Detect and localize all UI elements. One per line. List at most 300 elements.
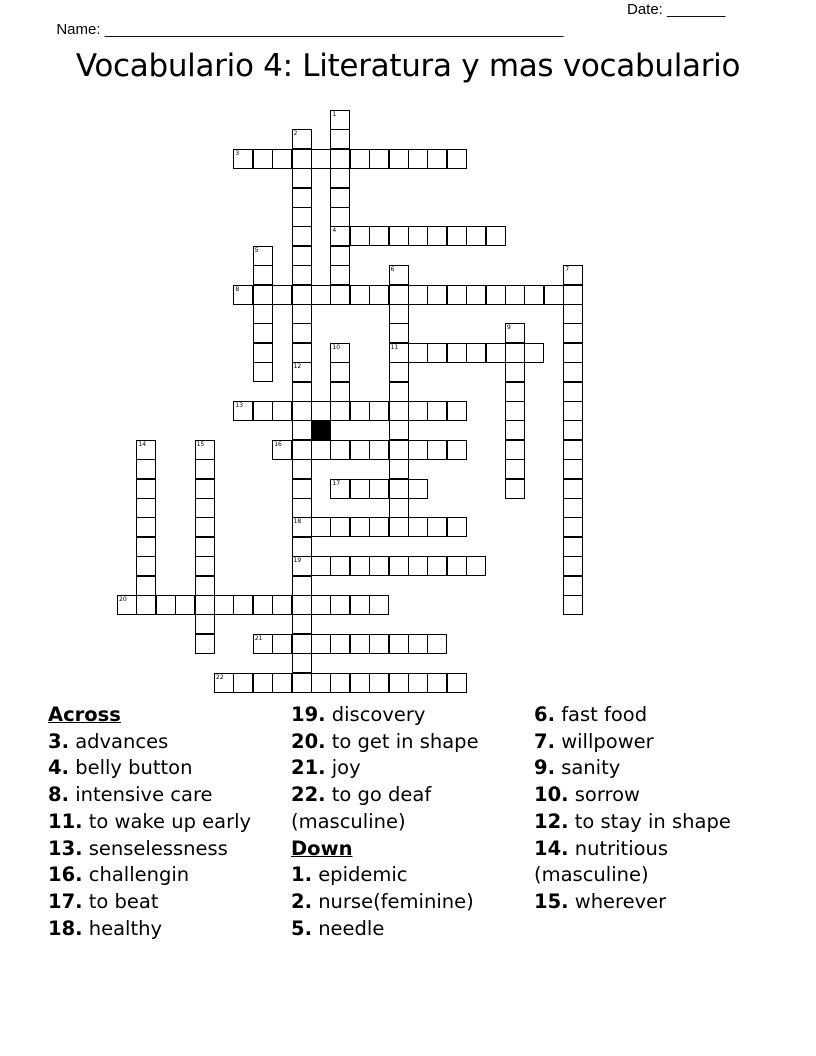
- grid-cell[interactable]: [389, 420, 409, 440]
- clue-column-2: [291, 702, 531, 942]
- grid-cell[interactable]: [253, 323, 273, 343]
- grid-cell[interactable]: [233, 673, 253, 693]
- grid-cell[interactable]: [389, 479, 409, 499]
- grid-cell[interactable]: [389, 304, 409, 324]
- grid-cell[interactable]: [136, 517, 156, 537]
- down-clue: [291, 889, 531, 916]
- grid-cell[interactable]: [330, 285, 350, 305]
- grid-cell[interactable]: [292, 168, 312, 188]
- grid-cell[interactable]: [253, 246, 273, 266]
- grid-cell[interactable]: [272, 401, 292, 421]
- grid-cell[interactable]: [292, 576, 312, 596]
- clue-text: intensive care: [75, 783, 213, 807]
- grid-cell[interactable]: [330, 401, 350, 421]
- grid-cell[interactable]: [292, 304, 312, 324]
- clue-number: 17.: [48, 889, 83, 913]
- grid-cell[interactable]: [330, 634, 350, 654]
- clue-number: 5.: [291, 916, 312, 940]
- clue-text: to stay in shape: [574, 809, 731, 833]
- grid-cell[interactable]: [195, 459, 215, 479]
- grid-cell[interactable]: [389, 440, 409, 460]
- grid-cell[interactable]: [350, 479, 370, 499]
- grid-cell[interactable]: [389, 226, 409, 246]
- page-title: Vocabulario 4: Literatura y mas vocabulario: [75, 48, 741, 84]
- grid-cell[interactable]: [330, 595, 350, 615]
- date-field[interactable]: Date: _______: [627, 1, 726, 18]
- grid-cell[interactable]: [272, 673, 292, 693]
- clue-number: 6: [390, 266, 395, 274]
- grid-cell[interactable]: [233, 285, 253, 305]
- grid-cell[interactable]: [505, 420, 525, 440]
- clue-number: 10.: [534, 783, 569, 807]
- grid-cell[interactable]: [563, 459, 583, 479]
- grid-cell[interactable]: [447, 517, 467, 537]
- clue-number: 2: [293, 130, 298, 138]
- grid-cell[interactable]: [292, 459, 312, 479]
- clue-number: 10: [332, 343, 341, 351]
- grid-cell[interactable]: [330, 246, 350, 266]
- grid-cell[interactable]: [253, 401, 273, 421]
- down-clue: [534, 729, 774, 756]
- grid-cell[interactable]: [389, 362, 409, 382]
- grid-cell[interactable]: [233, 595, 253, 615]
- clue-text: epidemic: [318, 863, 408, 887]
- grid-cell[interactable]: [408, 343, 428, 363]
- grid-cell[interactable]: [369, 479, 389, 499]
- across-clue: [291, 782, 531, 835]
- grid-cell[interactable]: [311, 634, 331, 654]
- grid-cell[interactable]: [292, 323, 312, 343]
- grid-cell[interactable]: [408, 226, 428, 246]
- clue-number: 11: [390, 343, 399, 351]
- across-clue: [48, 916, 288, 943]
- grid-cell[interactable]: [195, 517, 215, 537]
- clue-column-1: [48, 702, 288, 942]
- grid-cell[interactable]: [563, 343, 583, 363]
- grid-cell[interactable]: [389, 673, 409, 693]
- grid-cell[interactable]: [292, 595, 312, 615]
- grid-cell[interactable]: [447, 401, 467, 421]
- grid-cell[interactable]: [195, 498, 215, 518]
- clue-number: 8.: [48, 783, 69, 807]
- clue-number: 1.: [291, 863, 312, 887]
- grid-cell[interactable]: [292, 440, 312, 460]
- clue-text: needle: [318, 916, 385, 940]
- across-heading: Across: [48, 703, 121, 726]
- grid-cell[interactable]: [563, 362, 583, 382]
- grid-cell[interactable]: [563, 576, 583, 596]
- grid-cell[interactable]: [330, 382, 350, 402]
- grid-cell[interactable]: [292, 634, 312, 654]
- grid-cell[interactable]: [136, 595, 156, 615]
- grid-cell[interactable]: [408, 634, 428, 654]
- grid-cell[interactable]: [253, 265, 273, 285]
- grid-cell[interactable]: [427, 343, 447, 363]
- grid-cell[interactable]: [466, 343, 486, 363]
- grid-cell[interactable]: [408, 285, 428, 305]
- grid-cell[interactable]: [330, 207, 350, 227]
- clue-number: 12: [293, 363, 302, 371]
- clue-number: 21: [254, 634, 263, 642]
- grid-cell[interactable]: [427, 556, 447, 576]
- black-cell: [311, 420, 331, 440]
- grid-cell[interactable]: [195, 576, 215, 596]
- across-clue: [291, 702, 531, 729]
- clue-text: to beat: [88, 889, 159, 913]
- grid-cell[interactable]: [253, 285, 273, 305]
- clue-number: 9.: [534, 756, 555, 780]
- grid-cell[interactable]: [195, 614, 215, 634]
- grid-cell[interactable]: [505, 285, 525, 305]
- grid-cell[interactable]: [136, 556, 156, 576]
- grid-cell[interactable]: [427, 285, 447, 305]
- grid-cell[interactable]: [389, 343, 409, 363]
- grid-cell[interactable]: [330, 188, 350, 208]
- grid-cell[interactable]: [330, 168, 350, 188]
- clue-number: 16: [274, 440, 282, 448]
- grid-cell[interactable]: [524, 285, 544, 305]
- clue-number: 13: [235, 402, 244, 409]
- down-clue: [291, 862, 531, 889]
- grid-cell[interactable]: [292, 653, 312, 673]
- grid-cell[interactable]: [389, 401, 409, 421]
- grid-cell[interactable]: [195, 440, 215, 460]
- grid-cell[interactable]: [563, 323, 583, 343]
- grid-cell[interactable]: [156, 595, 176, 615]
- grid-cell[interactable]: [524, 343, 544, 363]
- clue-number: 1: [332, 111, 337, 118]
- clue-number: 20.: [291, 729, 326, 753]
- grid-cell[interactable]: [427, 440, 447, 460]
- grid-cell[interactable]: [369, 595, 389, 615]
- grid-cell[interactable]: [369, 285, 389, 305]
- grid-cell[interactable]: [563, 440, 583, 460]
- grid-cell[interactable]: [253, 595, 273, 615]
- grid-cell[interactable]: [505, 440, 525, 460]
- grid-cell[interactable]: [311, 517, 331, 537]
- grid-cell[interactable]: [350, 149, 370, 169]
- grid-cell[interactable]: [292, 207, 312, 227]
- grid-cell[interactable]: [408, 673, 428, 693]
- down-clue: [291, 916, 531, 943]
- grid-cell[interactable]: [195, 556, 215, 576]
- clue-number: 12.: [534, 809, 569, 833]
- grid-cell[interactable]: [330, 149, 350, 169]
- grid-cell[interactable]: [350, 285, 370, 305]
- grid-cell[interactable]: [253, 343, 273, 363]
- grid-cell[interactable]: [408, 149, 428, 169]
- clue-number: 15.: [534, 889, 569, 913]
- grid-cell[interactable]: [136, 459, 156, 479]
- grid-cell[interactable]: [272, 634, 292, 654]
- down-clue: [534, 809, 774, 836]
- grid-cell[interactable]: [311, 595, 331, 615]
- grid-cell[interactable]: [311, 401, 331, 421]
- grid-cell[interactable]: [369, 440, 389, 460]
- down-clue: [534, 755, 774, 782]
- clue-text: to go deaf (masculine): [291, 783, 432, 833]
- grid-cell[interactable]: [563, 537, 583, 557]
- grid-cell[interactable]: [350, 556, 370, 576]
- clue-number: 13.: [48, 836, 83, 860]
- clue-number: 3.: [48, 729, 69, 753]
- grid-cell[interactable]: [505, 323, 525, 343]
- clue-number: 9: [507, 324, 511, 332]
- grid-cell[interactable]: [408, 517, 428, 537]
- grid-cell[interactable]: [563, 382, 583, 402]
- across-clue: [48, 782, 288, 809]
- grid-cell[interactable]: [563, 498, 583, 518]
- grid-cell[interactable]: [350, 401, 370, 421]
- clue-text: to get in shape: [331, 729, 479, 753]
- grid-cell[interactable]: [292, 498, 312, 518]
- across-clue: [48, 862, 288, 889]
- grid-cell[interactable]: [330, 673, 350, 693]
- grid-cell[interactable]: [292, 188, 312, 208]
- grid-cell[interactable]: [389, 556, 409, 576]
- clue-number: 22.: [291, 783, 326, 807]
- grid-cell[interactable]: [195, 634, 215, 654]
- grid-cell[interactable]: [233, 401, 253, 421]
- grid-cell[interactable]: [563, 479, 583, 499]
- grid-cell[interactable]: [136, 440, 156, 460]
- grid-cell[interactable]: [292, 420, 312, 440]
- grid-cell[interactable]: [427, 517, 447, 537]
- grid-cell[interactable]: [369, 149, 389, 169]
- clue-text: belly button: [75, 756, 193, 780]
- clue-number: 19: [293, 557, 302, 565]
- clue-number: 6.: [534, 703, 555, 726]
- grid-cell[interactable]: [389, 382, 409, 402]
- grid-cell[interactable]: [272, 440, 292, 460]
- grid-cell[interactable]: [505, 459, 525, 479]
- clue-number: 8: [235, 285, 240, 293]
- grid-cell[interactable]: [330, 556, 350, 576]
- grid-cell[interactable]: [136, 537, 156, 557]
- grid-cell[interactable]: [233, 149, 253, 169]
- down-clue: [534, 889, 774, 916]
- grid-cell[interactable]: [292, 149, 312, 169]
- grid-cell[interactable]: [389, 459, 409, 479]
- grid-cell[interactable]: [253, 304, 273, 324]
- grid-cell[interactable]: [369, 517, 389, 537]
- grid-cell[interactable]: [447, 226, 467, 246]
- grid-cell[interactable]: [408, 556, 428, 576]
- clue-number: 4.: [48, 756, 69, 780]
- grid-cell[interactable]: [136, 479, 156, 499]
- grid-cell[interactable]: [466, 556, 486, 576]
- grid-cell[interactable]: [389, 149, 409, 169]
- grid-cell[interactable]: [427, 401, 447, 421]
- grid-cell[interactable]: [350, 673, 370, 693]
- grid-cell[interactable]: [369, 673, 389, 693]
- clue-number: 16.: [48, 863, 83, 887]
- grid-cell[interactable]: [389, 285, 409, 305]
- grid-cell[interactable]: [253, 362, 273, 382]
- across-clue: [48, 729, 288, 756]
- grid-cell[interactable]: [369, 401, 389, 421]
- grid-cell[interactable]: [350, 517, 370, 537]
- grid-cell[interactable]: [292, 362, 312, 382]
- grid-cell[interactable]: [389, 265, 409, 285]
- down-clue: [534, 836, 774, 889]
- grid-cell[interactable]: [350, 226, 370, 246]
- grid-cell[interactable]: [175, 595, 195, 615]
- grid-cell[interactable]: [486, 343, 506, 363]
- clue-text: advances: [75, 729, 169, 753]
- grid-cell[interactable]: [292, 382, 312, 402]
- grid-cell[interactable]: [253, 149, 273, 169]
- grid-cell[interactable]: [369, 556, 389, 576]
- clue-number: 21.: [291, 756, 326, 780]
- grid-cell[interactable]: [563, 517, 583, 537]
- across-clue: [291, 729, 531, 756]
- clue-number: 19.: [291, 703, 326, 726]
- grid-cell[interactable]: [195, 479, 215, 499]
- clue-number: 4: [332, 227, 337, 235]
- grid-cell[interactable]: [272, 149, 292, 169]
- grid-cell[interactable]: [447, 556, 467, 576]
- grid-cell[interactable]: [486, 285, 506, 305]
- grid-cell[interactable]: [272, 285, 292, 305]
- grid-cell[interactable]: [486, 226, 506, 246]
- clue-number: 11.: [48, 809, 83, 833]
- grid-cell[interactable]: [369, 634, 389, 654]
- grid-cell[interactable]: [330, 440, 350, 460]
- grid-cell[interactable]: [272, 595, 292, 615]
- clue-number: 3: [235, 149, 240, 157]
- grid-cell[interactable]: [447, 149, 467, 169]
- grid-cell[interactable]: [447, 285, 467, 305]
- clue-text: sanity: [561, 756, 621, 780]
- grid-cell[interactable]: [195, 537, 215, 557]
- grid-cell[interactable]: [350, 595, 370, 615]
- grid-cell[interactable]: [466, 226, 486, 246]
- grid-cell[interactable]: [563, 556, 583, 576]
- grid-cell[interactable]: [350, 440, 370, 460]
- grid-cell[interactable]: [389, 498, 409, 518]
- grid-cell[interactable]: [350, 634, 370, 654]
- clue-text: challengin: [88, 863, 190, 887]
- grid-cell[interactable]: [447, 673, 467, 693]
- grid-cell[interactable]: [505, 343, 525, 363]
- grid-cell[interactable]: [292, 226, 312, 246]
- grid-cell[interactable]: [427, 634, 447, 654]
- clue-text: nurse(feminine): [318, 889, 474, 913]
- clue-number: 18: [293, 518, 302, 526]
- grid-cell[interactable]: [505, 479, 525, 499]
- clue-number: 2.: [291, 889, 312, 913]
- clue-number: 20: [119, 596, 127, 603]
- grid-cell[interactable]: [369, 226, 389, 246]
- grid-cell[interactable]: [311, 285, 331, 305]
- clue-text: willpower: [561, 729, 654, 753]
- grid-cell[interactable]: [544, 285, 564, 305]
- grid-cell[interactable]: [330, 110, 350, 130]
- grid-cell[interactable]: [292, 129, 312, 149]
- grid-cell[interactable]: [292, 265, 312, 285]
- grid-cell[interactable]: [311, 673, 331, 693]
- grid-cell[interactable]: [311, 440, 331, 460]
- grid-cell[interactable]: [136, 498, 156, 518]
- grid-cell[interactable]: [311, 149, 331, 169]
- clue-text: discovery: [331, 703, 426, 726]
- grid-cell[interactable]: [466, 285, 486, 305]
- grid-cell[interactable]: [253, 673, 273, 693]
- grid-cell[interactable]: [292, 479, 312, 499]
- grid-cell[interactable]: [330, 226, 350, 246]
- grid-cell[interactable]: [447, 343, 467, 363]
- grid-cell[interactable]: [292, 537, 312, 557]
- grid-cell[interactable]: [330, 517, 350, 537]
- grid-cell[interactable]: [292, 285, 312, 305]
- grid-cell[interactable]: [117, 595, 137, 615]
- grid-cell[interactable]: [447, 440, 467, 460]
- across-clue: [48, 809, 288, 836]
- clue-text: nutritious (masculine): [534, 836, 669, 887]
- grid-cell[interactable]: [389, 634, 409, 654]
- name-field[interactable]: Name: _______________________________________________________: [56, 21, 564, 38]
- grid-cell[interactable]: [408, 401, 428, 421]
- grid-cell[interactable]: [292, 556, 312, 576]
- clue-text: joy: [331, 756, 361, 780]
- grid-cell[interactable]: [427, 673, 447, 693]
- grid-cell[interactable]: [563, 265, 583, 285]
- grid-cell[interactable]: [505, 382, 525, 402]
- grid-cell[interactable]: [292, 614, 312, 634]
- grid-cell[interactable]: [563, 420, 583, 440]
- grid-cell[interactable]: [408, 440, 428, 460]
- grid-cell[interactable]: [505, 401, 525, 421]
- grid-cell[interactable]: [330, 343, 350, 363]
- grid-cell[interactable]: [330, 479, 350, 499]
- down-heading: Down: [291, 836, 353, 860]
- clue-text: wherever: [574, 889, 667, 913]
- grid-cell[interactable]: [195, 595, 215, 615]
- clue-text: fast food: [561, 703, 648, 726]
- grid-cell[interactable]: [563, 304, 583, 324]
- grid-cell[interactable]: [427, 149, 447, 169]
- down-clue: [534, 782, 774, 809]
- across-clue: [291, 755, 531, 782]
- clue-number: 22: [216, 673, 224, 681]
- grid-cell[interactable]: [389, 323, 409, 343]
- grid-cell[interactable]: [330, 362, 350, 382]
- grid-cell[interactable]: [253, 634, 273, 654]
- clue-text: sorrow: [574, 783, 640, 807]
- grid-cell[interactable]: [214, 673, 234, 693]
- grid-cell[interactable]: [505, 362, 525, 382]
- grid-cell[interactable]: [292, 343, 312, 363]
- clue-number: 18.: [48, 916, 83, 940]
- grid-cell[interactable]: [427, 226, 447, 246]
- clue-text: healthy: [88, 916, 163, 940]
- grid-cell[interactable]: [136, 576, 156, 596]
- grid-cell[interactable]: [330, 129, 350, 149]
- grid-cell[interactable]: [292, 401, 312, 421]
- grid-cell[interactable]: [563, 285, 583, 305]
- grid-cell[interactable]: [563, 401, 583, 421]
- grid-cell[interactable]: [389, 517, 409, 537]
- grid-cell[interactable]: [292, 673, 312, 693]
- grid-cell[interactable]: [311, 556, 331, 576]
- grid-cell[interactable]: [408, 479, 428, 499]
- grid-cell[interactable]: [563, 595, 583, 615]
- grid-cell[interactable]: [292, 246, 312, 266]
- grid-cell[interactable]: [292, 517, 312, 537]
- grid-cell[interactable]: [214, 595, 234, 615]
- grid-cell[interactable]: [330, 265, 350, 285]
